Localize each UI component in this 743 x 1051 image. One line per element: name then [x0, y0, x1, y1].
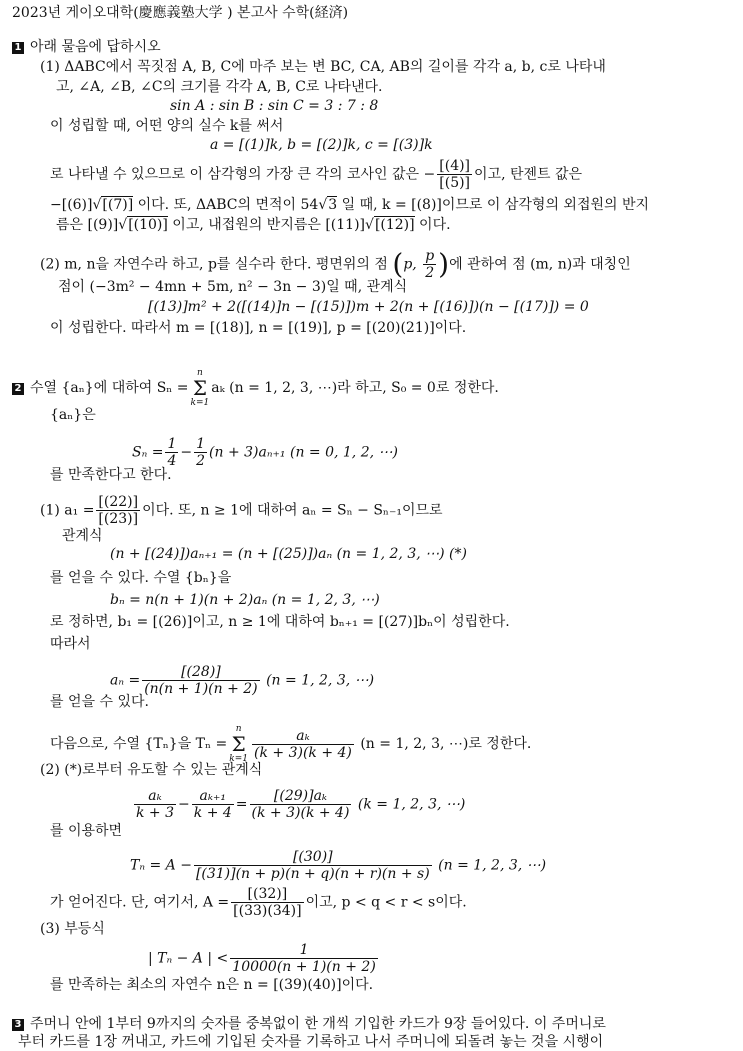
p2-rel-num-1: aₖ: [134, 788, 176, 805]
p2-tn-result-fraction: [194, 849, 432, 882]
blank-10: [(10)]: [128, 217, 168, 233]
p2-quarter: [165, 436, 178, 469]
p2-A-fraction: [231, 886, 303, 919]
p2-line-17: 를 이용하면: [50, 823, 123, 839]
p1-line-2: 고, ∠A, ∠B, ∠C의 크기를 각각 A, B, C로 나타낸다.: [56, 79, 383, 95]
p2-tn-result-range: (n = 1, 2, 3, ⋯): [438, 857, 547, 874]
p2-line-13: 를 얻을 수 있다.: [50, 694, 149, 710]
p2-A-def-line: [50, 886, 467, 919]
p2-line-2: {aₙ}은: [50, 407, 96, 423]
p2-rel-frac-1: [134, 788, 176, 821]
problem-3-line-1: [12, 1015, 606, 1033]
paren-right-icon: ): [438, 247, 450, 281]
blank-29: [(29)]aₖ: [250, 788, 352, 805]
p2-rel-den-2: k + 4: [193, 805, 232, 821]
p2-inequality: [148, 942, 380, 975]
p2-sum-def-text: 수열 {aₙ}에 대하여 Sₙ =: [30, 380, 189, 396]
p2-ineq-fraction: [230, 942, 378, 975]
p2-line-11: 따라서: [50, 636, 91, 652]
problem-2-title-line: [12, 368, 499, 408]
p1-point-frac-den: 2: [425, 265, 435, 281]
p1-inradius-text: 이고, 내접원의 반지름은 [(11)]: [167, 217, 366, 233]
p2-quarter-num: 1: [167, 436, 177, 452]
p2-line-22: 를 만족하는 최소의 자연수 n은 n = [(39)(40)]이다.: [50, 977, 374, 993]
blank-5: [(5)]: [439, 175, 471, 191]
p2-sn-formula: [132, 436, 398, 469]
p2-an-den: (n(n + 1)(n + 2): [144, 681, 258, 697]
p2-rel-den-3: (k + 3)(k + 4): [251, 805, 350, 821]
p2-tn-result-lhs: Tₙ = A −: [130, 857, 192, 874]
p1-k-text: 일 때, k = [(8)]이므로 이 삼각형의 외접원의 반지: [337, 197, 650, 213]
p1-sine-ratio: sin A : sin B : sin C = 3 : 7 : 8: [170, 98, 379, 114]
p3-line-1-text: 주머니 안에 1부터 9까지의 숫자를 중복없이 한 개씩 기입한 카드가 9장 들어있다. 이 주머니로: [30, 1016, 606, 1032]
sqrt-icon: √: [365, 217, 374, 233]
p2-line-6: 관계식: [62, 528, 103, 544]
p2-half-num: 1: [196, 436, 206, 452]
blank-32: [(32)]: [231, 886, 303, 903]
p2-tn-fraction: [252, 728, 354, 761]
p2-an-fraction: [142, 664, 259, 697]
p2-order-text: 이고, p < q < r < s이다.: [305, 894, 467, 911]
p2-quarter-den: 4: [167, 453, 177, 469]
p1-point-fraction: [423, 248, 436, 281]
blank-6: −[(6)]: [50, 197, 93, 213]
p2-tn-sum-top: n: [235, 724, 242, 734]
p2-line-10: 로 정하면, b₁ = [(26)]이고, n ≥ 1에 대하여 bₙ₊₁ = [(27)]bₙ이 성립한다.: [50, 614, 510, 630]
p1-area-root: 3: [328, 197, 338, 213]
p2-a1-text: (1) a₁ =: [40, 502, 95, 519]
p2-an-diff-text: 이다. 또, n ≥ 1에 대하여 aₙ = Sₙ − Sₙ₋₁이므로: [142, 502, 443, 519]
p2-tn-def-line: [50, 724, 531, 764]
problem-2-number: 2: [12, 383, 24, 395]
p2-tn-den: (k + 3)(k + 4): [254, 744, 352, 761]
p2-part-1-line: [40, 494, 443, 527]
p2-rel-equals: =: [235, 796, 248, 813]
p2-ineq-lhs: | Tₙ − A | <: [148, 950, 229, 967]
p2-rel-frac-3: [250, 788, 352, 821]
blank-23: [(23)]: [98, 511, 139, 527]
p1-line-12: 이 성립한다. 따라서 m = [(18)], n = [(19)], p = [(20)(21)]이다.: [50, 320, 467, 336]
blank-30: [(30)]: [194, 849, 432, 866]
p1-relation: [(13)]m² + 2([(14)]n − [(15)])m + 2(n + [(16)])(n − [(17)]) = 0: [148, 299, 589, 315]
p2-an-lhs: aₙ =: [110, 672, 141, 689]
p1-symmetry-text: 에 관하여 점 (m, n)과 대칭인: [449, 256, 631, 273]
p2-tn-result: [130, 849, 546, 882]
p2-half: [194, 436, 207, 469]
p1-point-p: p,: [403, 256, 417, 273]
p2-half-den: 2: [196, 453, 206, 469]
p1-line-10: 점이 (−3m² − 4mn + 5m, n² − 3n − 3)일 때, 관계식: [58, 279, 408, 295]
problem-1-title-line: [12, 38, 161, 56]
p2-rel-frac-2: [192, 788, 234, 821]
p1-cosine-fraction: [437, 158, 472, 191]
p1-point-frac-num: p: [425, 248, 435, 264]
p1-area-text: 이다. 또, ΔABC의 면적이 54: [133, 197, 319, 213]
problem-1-number: 1: [12, 42, 24, 54]
p2-rel-range: (k = 1, 2, 3, ⋯): [357, 796, 466, 813]
p2-sn-rhs: (n + 3)aₙ₊₁ (n = 0, 1, 2, ⋯): [209, 444, 398, 461]
blank-7: [(7)]: [102, 197, 134, 213]
blank-4: [(4)]: [439, 158, 471, 174]
p1-tangent-area-line: [50, 196, 649, 214]
problem-1-title: 아래 물음에 답하시오: [30, 39, 161, 55]
p2-ineq-den: 10000(n + 1)(n + 2): [232, 959, 376, 975]
p2-an-formula: [110, 664, 374, 697]
blank-9: 름은 [(9)]: [56, 217, 119, 233]
p2-rel-minus: −: [178, 796, 190, 813]
p2-tn-num: aₖ: [252, 728, 354, 745]
p1-radius-line: [56, 216, 451, 234]
p2-derived-relation: [132, 788, 465, 821]
p1-part-2-line: [40, 248, 631, 281]
p2-rel-den-1: k + 3: [136, 805, 175, 821]
sqrt-icon: √: [92, 197, 102, 213]
p2-tn-range: (n = 1, 2, 3, ⋯)로 정한다.: [360, 736, 532, 752]
p1-cosine-text: 로 나타낼 수 있으므로 이 삼각형의 가장 큰 각의 코사인 값은 −: [50, 166, 436, 183]
sqrt-icon: √: [318, 197, 328, 213]
p2-tn-text: 다음으로, 수열 {Tₙ}을 Tₙ =: [50, 736, 228, 752]
p2-line-8: 를 얻을 수 있다. 수열 {bₙ}을: [50, 570, 232, 586]
p2-sum-top: n: [197, 368, 203, 378]
p2-sum-bottom: k=1: [190, 398, 210, 408]
blank-33-34: [(33)(34)]: [233, 903, 302, 919]
p2-sn-lhs: Sₙ =: [132, 444, 164, 461]
paren-left-icon: (: [392, 247, 404, 281]
blank-28: [(28)]: [142, 664, 259, 681]
p2-recurrence: (n + [(24)])aₙ₊₁ = (n + [(25)])aₙ (n = 1, 2, 3, ⋯) (*): [110, 546, 467, 562]
p2-line-20: (3) 부등식: [40, 921, 105, 937]
p1-side-expressions: a = [(1)]k, b = [(2)]k, c = [(3)]k: [210, 137, 433, 153]
p1-part-2-text: (2) m, n을 자연수라 하고, p를 실수라 한다. 평면위의 점: [40, 256, 388, 273]
p1-cosine-line: [50, 158, 582, 191]
p2-sum-def-rest: aₖ (n = 1, 2, 3, ⋯)라 하고, S₀ = 0로 정한다.: [211, 380, 499, 396]
p1-tangent-text: 이고, 탄젠트 값은: [474, 166, 583, 183]
problem-3-number: 3: [12, 1019, 24, 1031]
sigma-icon: n Σ k=1: [229, 724, 248, 764]
p2-A-text: 가 얻어진다. 단, 여기서, A =: [50, 894, 230, 911]
p2-a1-fraction: [96, 494, 140, 527]
p1-radius-end: 이다.: [414, 217, 451, 233]
p2-rel-num-2: aₖ₊₁: [192, 788, 234, 805]
problem-3-line-2: 부터 카드를 1장 꺼내고, 카드에 기입된 숫자를 기록하고 나서 주머니에 되돌려 놓는 것을 시행이: [18, 1034, 604, 1050]
p2-line-4: 를 만족한다고 한다.: [50, 467, 172, 483]
p2-tn-sum-bottom: k=1: [229, 754, 248, 764]
blank-12: [(12)]: [374, 217, 415, 233]
p1-line-1: (1) ΔABC에서 꼭짓점 A, B, C에 마주 보는 변 BC, CA, AB의 길이를 각각 a, b, c로 나타내: [40, 59, 606, 75]
exam-header: 2023년 게이오대학(慶應義塾大学 ) 본고사 수학(経済): [12, 5, 349, 21]
sqrt-icon: √: [118, 217, 128, 233]
p2-minus: −: [180, 444, 193, 461]
p2-tn-result-den: [(31)](n + p)(n + q)(n + r)(n + s): [195, 866, 430, 882]
p2-an-range: (n = 1, 2, 3, ⋯): [266, 672, 375, 689]
p2-bn-def: bₙ = n(n + 1)(n + 2)aₙ (n = 1, 2, 3, ⋯): [110, 592, 380, 608]
p1-line-4: 이 성립할 때, 어떤 양의 실수 k를 써서: [50, 118, 284, 134]
p2-line-15: (2) (*)로부터 유도할 수 있는 관계식: [40, 762, 263, 778]
sigma-icon: n Σ k=1: [190, 368, 210, 408]
blank-22: [(22)]: [98, 494, 139, 510]
p2-ineq-num: 1: [230, 942, 378, 959]
